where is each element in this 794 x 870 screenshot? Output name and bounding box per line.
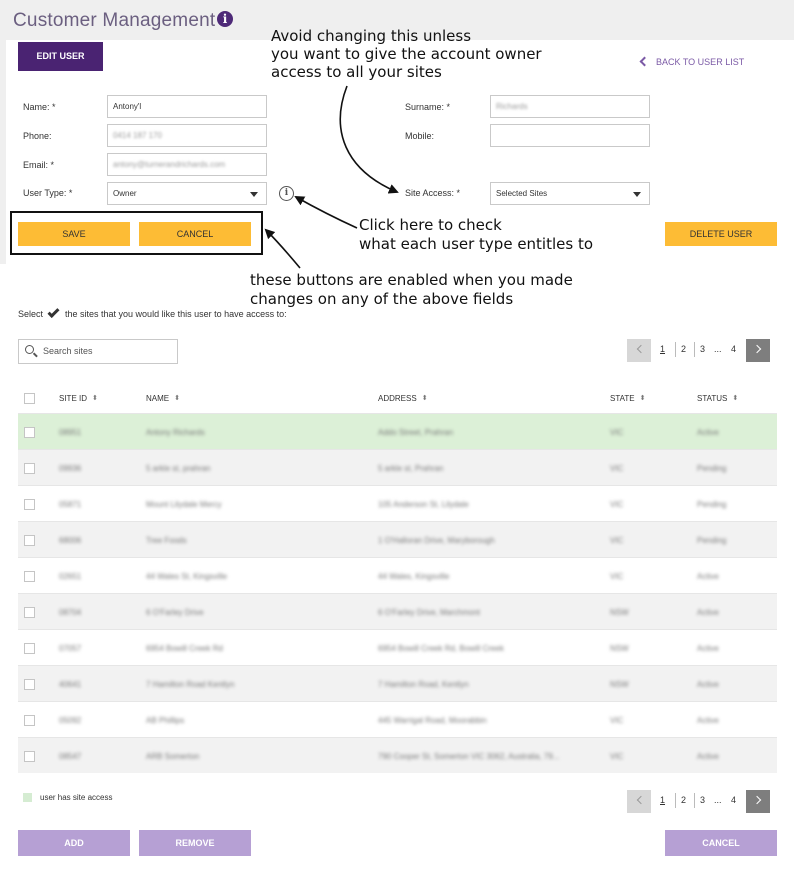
footer-cancel-button[interactable]: CANCEL xyxy=(665,830,777,856)
remove-button[interactable]: REMOVE xyxy=(139,830,251,856)
page-link[interactable]: 4 xyxy=(731,795,737,805)
table-row[interactable] xyxy=(18,449,777,485)
annotation-site-access-3: access to all your sites xyxy=(271,63,442,81)
user-type-info-icon[interactable]: i xyxy=(279,186,294,201)
cell-state: VIC xyxy=(610,428,624,437)
cell-address: 44 Wales, Kingsville xyxy=(378,572,450,581)
table-row[interactable] xyxy=(18,701,777,737)
cell-id: 08951 xyxy=(59,428,82,437)
cell-address: 445 Warrigal Road, Moorabbin xyxy=(378,716,487,725)
surname-label: Surname: * xyxy=(405,102,451,112)
page-link[interactable]: 4 xyxy=(731,344,737,354)
checkmark-icon xyxy=(48,306,60,318)
cell-state: VIC xyxy=(610,752,624,761)
page-title: Customer Management xyxy=(13,10,216,31)
search-input[interactable] xyxy=(18,339,178,364)
annotation-buttons-2: changes on any of the above fields xyxy=(250,290,514,308)
cell-id: 05871 xyxy=(59,500,82,509)
legend-swatch xyxy=(23,793,32,802)
cell-name: ARB Somerton xyxy=(146,752,200,761)
column-header-state[interactable] xyxy=(610,394,645,403)
annotation-site-access-2: you want to give the account owner xyxy=(271,45,542,63)
cell-id: 68006 xyxy=(59,536,82,545)
cell-name: Tree Foods xyxy=(146,536,187,545)
cell-name: 6954 Bowill Creek Rd xyxy=(146,644,223,653)
save-button[interactable]: SAVE xyxy=(18,222,130,246)
page-divider xyxy=(694,793,695,808)
chevron-right-icon xyxy=(753,796,761,804)
column-header-label: ADDRESS xyxy=(378,394,417,403)
cell-address: 5 arkle st, Prahran xyxy=(378,464,444,473)
select-sites-instruction xyxy=(18,309,287,319)
phone-value: 0414 187 170 xyxy=(113,131,162,140)
mobile-label: Mobile: xyxy=(405,131,435,141)
phone-field[interactable] xyxy=(107,124,267,147)
cell-state: NSW xyxy=(610,608,629,617)
select-suffix: the sites that you would like this user to have access to: xyxy=(65,309,287,319)
chevron-left-icon xyxy=(637,796,645,804)
cell-state: VIC xyxy=(610,464,624,473)
cell-id: 08704 xyxy=(59,608,82,617)
row-checkbox[interactable] xyxy=(24,715,35,726)
sort-icon: ⬍ xyxy=(421,395,428,402)
site-access-select[interactable] xyxy=(490,182,650,205)
annotation-info-1: Click here to check xyxy=(359,216,502,234)
pagination-bottom xyxy=(627,790,777,813)
page-link[interactable]: 3 xyxy=(700,344,706,354)
row-checkbox[interactable] xyxy=(24,571,35,582)
cell-id: 02651 xyxy=(59,572,82,581)
sort-icon: ⬍ xyxy=(639,395,646,402)
cell-address: 105 Anderson St, Lilydale xyxy=(378,500,469,509)
cell-state: VIC xyxy=(610,572,624,581)
table-row[interactable] xyxy=(18,737,777,773)
sort-icon: ⬍ xyxy=(732,395,739,402)
cell-id: 08547 xyxy=(59,752,82,761)
info-icon[interactable]: i xyxy=(217,11,233,27)
select-all-checkbox[interactable] xyxy=(24,393,35,404)
table-row[interactable] xyxy=(18,413,777,449)
column-header-label: SITE ID xyxy=(59,394,88,403)
cell-name: 7 Hamilton Road Kentlyn xyxy=(146,680,235,689)
table-row[interactable] xyxy=(18,485,777,521)
next-page-button[interactable] xyxy=(746,339,770,362)
annotation-site-access-1: Avoid changing this unless xyxy=(271,27,472,45)
cell-state: NSW xyxy=(610,644,629,653)
search-placeholder: Search sites xyxy=(43,346,93,356)
cell-id: 05092 xyxy=(59,716,82,725)
page-divider xyxy=(675,342,676,357)
back-to-user-list-link[interactable] xyxy=(641,57,744,67)
cell-name: Antony Richards xyxy=(146,428,205,437)
chevron-left-icon xyxy=(640,57,650,67)
column-header-site-id[interactable] xyxy=(59,394,98,403)
chevron-right-icon xyxy=(753,345,761,353)
annotation-info-2: what each user type entitles to xyxy=(359,235,594,253)
search-icon xyxy=(25,345,34,354)
cell-status: Active xyxy=(697,716,719,725)
cell-address: 1 O'Halloran Drive, Maryborough xyxy=(378,536,495,545)
cell-status: Active xyxy=(697,644,719,653)
row-checkbox[interactable] xyxy=(24,643,35,654)
cell-name: 6 O'Farley Drive xyxy=(146,608,204,617)
pagination-top xyxy=(627,339,777,362)
cell-name: Mount Lilydale Mercy xyxy=(146,500,222,509)
row-checkbox[interactable] xyxy=(24,607,35,618)
legend-text: user has site access xyxy=(40,793,113,802)
column-header-status[interactable] xyxy=(697,394,738,403)
sort-icon: ⬍ xyxy=(92,395,98,402)
column-header-label: STATE xyxy=(610,394,635,403)
cell-status: Active xyxy=(697,752,719,761)
table-row[interactable] xyxy=(18,557,777,593)
user-type-label: User Type: * xyxy=(23,188,73,198)
site-access-label: Site Access: * xyxy=(405,188,461,198)
column-header-label: STATUS xyxy=(697,394,728,403)
cell-status: Pending xyxy=(697,500,727,509)
next-page-button[interactable] xyxy=(746,790,770,813)
column-header-address[interactable] xyxy=(378,394,428,403)
cell-id: 09936 xyxy=(59,464,82,473)
cell-address: Addo Street, Prahran xyxy=(378,428,454,437)
page-link[interactable]: 2 xyxy=(681,344,687,354)
table-row[interactable] xyxy=(18,629,777,665)
row-checkbox[interactable] xyxy=(24,751,35,762)
mobile-field[interactable] xyxy=(490,124,650,147)
page-link[interactable]: 3 xyxy=(700,795,706,805)
user-type-select[interactable] xyxy=(107,182,267,205)
cell-name: 44 Wales St, Kingsville xyxy=(146,572,228,581)
table-row[interactable] xyxy=(18,593,777,629)
edit-user-button[interactable]: EDIT USER xyxy=(18,42,103,71)
table-row[interactable] xyxy=(18,665,777,701)
email-value: antony@turnerandrichards.com xyxy=(113,160,226,169)
cell-status: Active xyxy=(697,608,719,617)
name-field[interactable]: Antony'l xyxy=(107,95,267,118)
row-checkbox[interactable] xyxy=(24,463,35,474)
cell-id: 07057 xyxy=(59,644,82,653)
row-checkbox[interactable] xyxy=(24,499,35,510)
email-field[interactable] xyxy=(107,153,267,176)
cell-state: VIC xyxy=(610,716,624,725)
page-divider xyxy=(675,793,676,808)
delete-user-button[interactable]: DELETE USER xyxy=(665,222,777,246)
cell-id: 40641 xyxy=(59,680,82,689)
email-label: Email: * xyxy=(23,160,55,170)
name-label: Name: * xyxy=(23,102,56,112)
column-header-name[interactable] xyxy=(146,394,180,403)
cell-status: Active xyxy=(697,428,719,437)
caret-down-icon xyxy=(633,192,641,197)
row-checkbox[interactable] xyxy=(24,427,35,438)
add-button[interactable]: ADD xyxy=(18,830,130,856)
table-row[interactable] xyxy=(18,521,777,557)
cancel-button[interactable]: CANCEL xyxy=(139,222,251,246)
cell-address: 6 O'Farley Drive, Marchmont xyxy=(378,608,480,617)
cell-state: NSW xyxy=(610,680,629,689)
cell-status: Active xyxy=(697,572,719,581)
cell-status: Active xyxy=(697,680,719,689)
cell-address: 6954 Bowill Creek Rd, Bowill Creek xyxy=(378,644,504,653)
user-type-value: Owner xyxy=(113,189,137,198)
prev-page-button[interactable] xyxy=(627,339,651,362)
page-link[interactable]: 1 xyxy=(660,344,666,354)
page-ellipsis: ... xyxy=(714,795,722,805)
page-link[interactable]: 2 xyxy=(681,795,687,805)
cell-address: 7 Hamilton Road, Kentlyn xyxy=(378,680,469,689)
prev-page-button[interactable] xyxy=(627,790,651,813)
cell-state: VIC xyxy=(610,500,624,509)
cell-name: 5 arkle st, prahran xyxy=(146,464,211,473)
row-checkbox[interactable] xyxy=(24,535,35,546)
column-header-label: NAME xyxy=(146,394,170,403)
phone-label: Phone: xyxy=(23,131,52,141)
page-ellipsis: ... xyxy=(714,344,722,354)
annotation-buttons-1: these buttons are enabled when you made xyxy=(250,271,573,289)
cell-status: Pending xyxy=(697,464,727,473)
surname-field[interactable] xyxy=(490,95,650,118)
cell-state: VIC xyxy=(610,536,624,545)
caret-down-icon xyxy=(250,192,258,197)
back-link-label: BACK TO USER LIST xyxy=(656,57,745,67)
surname-value: Richards xyxy=(496,102,528,111)
chevron-left-icon xyxy=(637,345,645,353)
sort-icon: ⬍ xyxy=(174,395,180,402)
cell-name: AB Phillips xyxy=(146,716,185,725)
cell-address: 790 Cooper St, Somerton VIC 3062, Australia, 79... xyxy=(378,752,560,761)
site-access-value: Selected Sites xyxy=(496,189,548,198)
cell-status: Pending xyxy=(697,536,727,545)
row-checkbox[interactable] xyxy=(24,679,35,690)
page-link[interactable]: 1 xyxy=(660,795,666,805)
select-prefix: Select xyxy=(18,309,44,319)
page-divider xyxy=(694,342,695,357)
